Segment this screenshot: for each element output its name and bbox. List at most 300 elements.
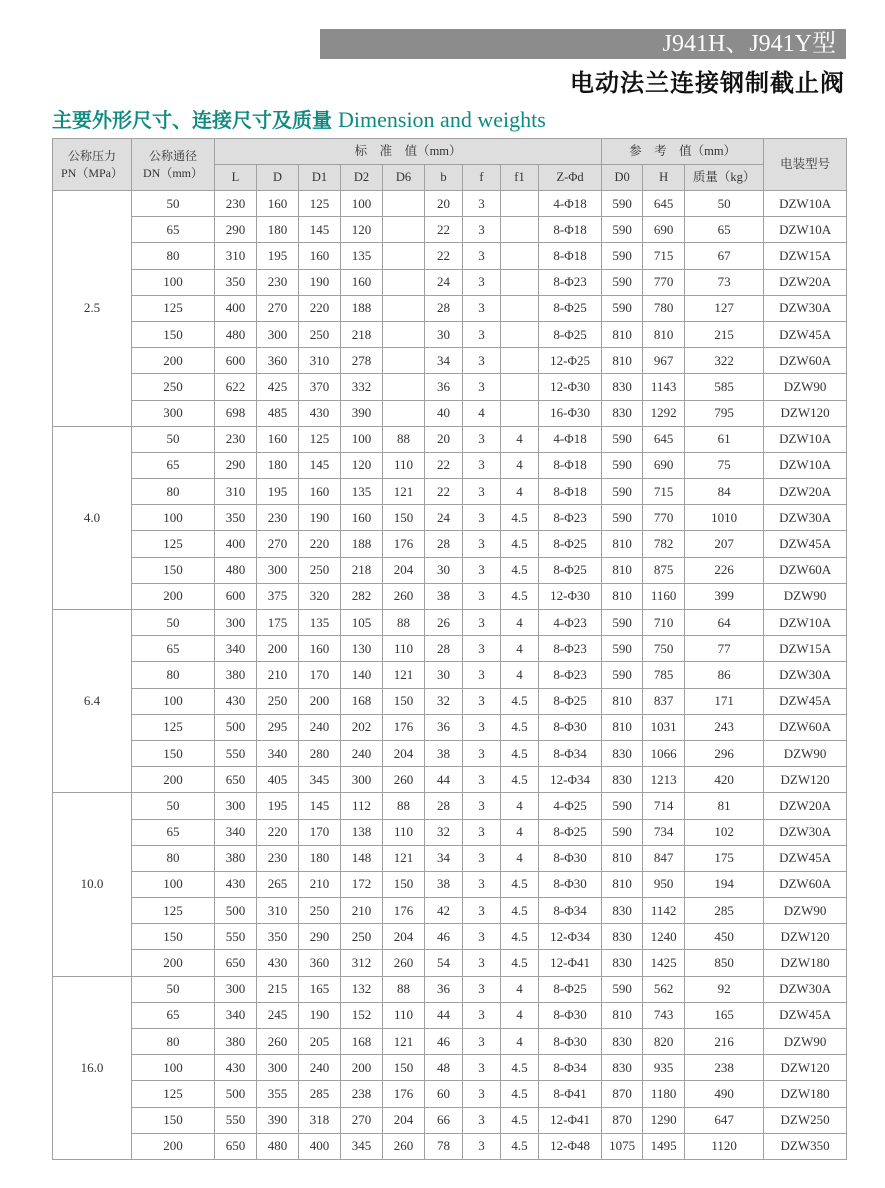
table-row: [53, 610, 847, 636]
table-cell: 40: [425, 400, 463, 426]
table-cell: 20: [425, 191, 463, 217]
table-cell: 3: [463, 610, 501, 636]
table-row: [53, 426, 847, 452]
header-dn-en: DN（mm）: [142, 165, 203, 180]
table-cell: 100: [341, 191, 383, 217]
table-cell: 130: [341, 636, 383, 662]
table-cell: 28: [425, 531, 463, 557]
table-cell: 220: [257, 819, 299, 845]
table-row: [53, 1055, 847, 1081]
table-cell: 250: [341, 924, 383, 950]
table-cell: 715: [643, 243, 685, 269]
table-cell: 400: [299, 1133, 341, 1159]
table-cell: 8-Φ30: [539, 1029, 602, 1055]
table-cell: 300: [257, 1055, 299, 1081]
table-cell: 138: [341, 819, 383, 845]
table-cell: 420: [685, 767, 764, 793]
column-header: f: [463, 165, 501, 191]
table-cell: 550: [215, 740, 257, 766]
table-cell: 830: [602, 1055, 643, 1081]
table-cell: 200: [257, 636, 299, 662]
dn-cell: 125: [132, 531, 215, 557]
table-cell: 8-Φ25: [539, 321, 602, 347]
table-cell: 714: [643, 793, 685, 819]
table-cell: 650: [215, 1133, 257, 1159]
table-cell: 3: [463, 950, 501, 976]
table-cell: 310: [299, 348, 341, 374]
table-row: [53, 321, 847, 347]
table-row: [53, 1002, 847, 1028]
table-cell: DZW30A: [764, 819, 847, 845]
table-cell: 645: [643, 426, 685, 452]
table-cell: 300: [341, 767, 383, 793]
table-cell: 3: [463, 740, 501, 766]
table-cell: 600: [215, 348, 257, 374]
table-cell: 380: [215, 845, 257, 871]
table-cell: 4-Φ18: [539, 426, 602, 452]
table-cell: 20: [425, 426, 463, 452]
dn-cell: 80: [132, 1029, 215, 1055]
table-cell: 176: [383, 898, 425, 924]
table-cell: 66: [425, 1107, 463, 1133]
table-cell: [383, 217, 425, 243]
table-cell: 220: [299, 295, 341, 321]
table-cell: 3: [463, 295, 501, 321]
table-cell: 3: [463, 321, 501, 347]
table-cell: 4.5: [501, 531, 539, 557]
table-cell: 260: [383, 950, 425, 976]
table-cell: 810: [602, 557, 643, 583]
table-row: [53, 924, 847, 950]
table-row: [53, 479, 847, 505]
table-cell: 160: [257, 191, 299, 217]
table-row: [53, 191, 847, 217]
table-cell: [501, 243, 539, 269]
table-cell: [383, 243, 425, 269]
table-cell: 3: [463, 845, 501, 871]
table-cell: 190: [299, 269, 341, 295]
table-cell: 4: [501, 793, 539, 819]
table-cell: 78: [425, 1133, 463, 1159]
table-cell: 485: [257, 400, 299, 426]
column-header: H: [643, 165, 685, 191]
table-cell: 590: [602, 610, 643, 636]
table-cell: 810: [602, 348, 643, 374]
table-cell: 8-Φ34: [539, 740, 602, 766]
table-cell: 285: [299, 1081, 341, 1107]
dn-cell: 80: [132, 845, 215, 871]
table-cell: 650: [215, 767, 257, 793]
table-cell: 175: [685, 845, 764, 871]
table-cell: DZW30A: [764, 662, 847, 688]
table-cell: DZW10A: [764, 426, 847, 452]
table-cell: 24: [425, 505, 463, 531]
table-cell: 190: [299, 1002, 341, 1028]
table-cell: DZW45A: [764, 688, 847, 714]
table-cell: 830: [602, 950, 643, 976]
table-cell: 88: [383, 793, 425, 819]
table-cell: 830: [602, 400, 643, 426]
table-cell: [383, 321, 425, 347]
table-cell: 92: [685, 976, 764, 1002]
table-cell: 180: [257, 452, 299, 478]
table-cell: 340: [215, 1002, 257, 1028]
table-row: [53, 217, 847, 243]
table-cell: 647: [685, 1107, 764, 1133]
table-cell: 300: [215, 793, 257, 819]
table-cell: 160: [341, 505, 383, 531]
table-cell: DZW90: [764, 583, 847, 609]
dn-cell: 150: [132, 557, 215, 583]
table-cell: 12-Φ30: [539, 583, 602, 609]
dn-cell: 200: [132, 583, 215, 609]
table-row: [53, 400, 847, 426]
table-cell: 88: [383, 976, 425, 1002]
table-cell: 4.5: [501, 1081, 539, 1107]
table-cell: 4.5: [501, 767, 539, 793]
table-cell: 3: [463, 426, 501, 452]
table-cell: 180: [299, 845, 341, 871]
table-cell: 135: [299, 610, 341, 636]
table-cell: 4.5: [501, 950, 539, 976]
table-cell: 34: [425, 845, 463, 871]
table-cell: 110: [383, 819, 425, 845]
table-cell: 207: [685, 531, 764, 557]
table-cell: 24: [425, 269, 463, 295]
table-cell: 8-Φ25: [539, 688, 602, 714]
table-cell: 3: [463, 1133, 501, 1159]
table-cell: 230: [257, 845, 299, 871]
table-cell: 121: [383, 1029, 425, 1055]
table-cell: 245: [257, 1002, 299, 1028]
table-cell: 750: [643, 636, 685, 662]
dn-cell: 250: [132, 374, 215, 400]
table-cell: 296: [685, 740, 764, 766]
table-cell: 350: [215, 505, 257, 531]
table-cell: 810: [602, 583, 643, 609]
table-cell: 490: [685, 1081, 764, 1107]
table-cell: DZW120: [764, 1055, 847, 1081]
table-cell: 3: [463, 217, 501, 243]
table-cell: 125: [299, 426, 341, 452]
dn-cell: 65: [132, 819, 215, 845]
table-cell: 318: [299, 1107, 341, 1133]
table-cell: 332: [341, 374, 383, 400]
table-cell: 77: [685, 636, 764, 662]
table-cell: 550: [215, 924, 257, 950]
table-cell: 4.5: [501, 688, 539, 714]
table-cell: 22: [425, 217, 463, 243]
table-cell: 3: [463, 531, 501, 557]
table-cell: 590: [602, 662, 643, 688]
table-cell: 8-Φ18: [539, 243, 602, 269]
table-cell: 216: [685, 1029, 764, 1055]
table-cell: 44: [425, 1002, 463, 1028]
table-cell: 170: [299, 662, 341, 688]
table-cell: 4: [501, 636, 539, 662]
table-cell: 120: [341, 452, 383, 478]
table-cell: 132: [341, 976, 383, 1002]
table-cell: 590: [602, 976, 643, 1002]
table-cell: 590: [602, 295, 643, 321]
table-cell: 238: [341, 1081, 383, 1107]
table-cell: 950: [643, 871, 685, 897]
table-cell: 4.5: [501, 583, 539, 609]
table-cell: 160: [257, 426, 299, 452]
dn-cell: 125: [132, 714, 215, 740]
table-cell: 1066: [643, 740, 685, 766]
table-cell: 400: [215, 295, 257, 321]
table-cell: 150: [383, 871, 425, 897]
table-cell: [501, 269, 539, 295]
table-cell: 820: [643, 1029, 685, 1055]
dn-cell: 80: [132, 662, 215, 688]
table-cell: 710: [643, 610, 685, 636]
table-cell: 340: [215, 636, 257, 662]
table-cell: 562: [643, 976, 685, 1002]
table-cell: 176: [383, 1081, 425, 1107]
dn-cell: 65: [132, 1002, 215, 1028]
table-cell: 32: [425, 688, 463, 714]
table-cell: 260: [383, 583, 425, 609]
table-body: [53, 191, 847, 1160]
table-cell: [501, 321, 539, 347]
table-cell: 590: [602, 505, 643, 531]
table-cell: 1142: [643, 898, 685, 924]
table-cell: 3: [463, 348, 501, 374]
table-cell: 300: [257, 321, 299, 347]
table-cell: DZW20A: [764, 479, 847, 505]
table-cell: 28: [425, 793, 463, 819]
table-cell: 312: [341, 950, 383, 976]
table-cell: 690: [643, 452, 685, 478]
table-cell: DZW15A: [764, 636, 847, 662]
table-cell: 240: [299, 1055, 341, 1081]
table-cell: 405: [257, 767, 299, 793]
table-cell: 590: [602, 191, 643, 217]
table-cell: 3: [463, 662, 501, 688]
table-cell: [501, 374, 539, 400]
table-cell: 590: [602, 243, 643, 269]
table-cell: 34: [425, 348, 463, 374]
table-cell: 210: [257, 662, 299, 688]
table-cell: 390: [257, 1107, 299, 1133]
table-cell: 585: [685, 374, 764, 400]
table-cell: DZW90: [764, 1029, 847, 1055]
table-cell: 870: [602, 1081, 643, 1107]
table-cell: 400: [215, 531, 257, 557]
table-cell: 218: [341, 321, 383, 347]
table-cell: 3: [463, 479, 501, 505]
table-cell: 105: [341, 610, 383, 636]
table-cell: 204: [383, 557, 425, 583]
table-cell: 150: [383, 1055, 425, 1081]
table-cell: 770: [643, 505, 685, 531]
table-cell: 310: [257, 898, 299, 924]
table-cell: 4.5: [501, 1055, 539, 1081]
table-cell: 3: [463, 269, 501, 295]
table-cell: 60: [425, 1081, 463, 1107]
table-cell: 770: [643, 269, 685, 295]
table-cell: 67: [685, 243, 764, 269]
table-cell: 250: [299, 898, 341, 924]
table-cell: 260: [383, 1133, 425, 1159]
table-cell: 4.5: [501, 714, 539, 740]
table-cell: 36: [425, 976, 463, 1002]
dn-cell: 80: [132, 479, 215, 505]
table-cell: 270: [257, 295, 299, 321]
table-cell: 54: [425, 950, 463, 976]
table-cell: 240: [299, 714, 341, 740]
table-row: [53, 898, 847, 924]
dn-cell: 200: [132, 348, 215, 374]
table-cell: [501, 191, 539, 217]
table-cell: 4.5: [501, 898, 539, 924]
dn-cell: 125: [132, 898, 215, 924]
table-cell: 88: [383, 610, 425, 636]
table-cell: 84: [685, 479, 764, 505]
table-row: [53, 636, 847, 662]
table-row: [53, 1133, 847, 1159]
table-cell: 12-Φ41: [539, 950, 602, 976]
table-row: [53, 819, 847, 845]
table-cell: DZW45A: [764, 531, 847, 557]
table-row: [53, 845, 847, 871]
table-cell: DZW30A: [764, 505, 847, 531]
table-cell: 4.5: [501, 924, 539, 950]
table-cell: 160: [341, 269, 383, 295]
table-cell: 145: [299, 217, 341, 243]
table-cell: 1240: [643, 924, 685, 950]
table-cell: 135: [341, 479, 383, 505]
table-cell: 1010: [685, 505, 764, 531]
table-row: [53, 531, 847, 557]
table-cell: 4-Φ18: [539, 191, 602, 217]
table-cell: 278: [341, 348, 383, 374]
table-cell: [383, 374, 425, 400]
table-cell: DZW10A: [764, 191, 847, 217]
table-cell: 830: [602, 898, 643, 924]
table-cell: 110: [383, 1002, 425, 1028]
table-cell: 1495: [643, 1133, 685, 1159]
table-cell: 73: [685, 269, 764, 295]
table-cell: 8-Φ18: [539, 217, 602, 243]
table-cell: 28: [425, 295, 463, 321]
table-cell: 48: [425, 1055, 463, 1081]
table-cell: 320: [299, 583, 341, 609]
table-cell: 4: [501, 976, 539, 1002]
table-cell: 8-Φ34: [539, 898, 602, 924]
table-cell: 4.5: [501, 1107, 539, 1133]
table-cell: 285: [685, 898, 764, 924]
table-row: [53, 688, 847, 714]
table-cell: 300: [215, 976, 257, 1002]
table-cell: 127: [685, 295, 764, 321]
pressure-cell: 2.5: [53, 191, 132, 427]
header-pn-en: PN（MPa）: [60, 165, 123, 180]
table-cell: 145: [299, 452, 341, 478]
table-cell: 168: [341, 688, 383, 714]
table-cell: 165: [685, 1002, 764, 1028]
table-cell: 112: [341, 793, 383, 819]
table-cell: 26: [425, 610, 463, 636]
table-cell: 600: [215, 583, 257, 609]
table-cell: 480: [257, 1133, 299, 1159]
table-cell: DZW60A: [764, 714, 847, 740]
table-cell: 4.5: [501, 740, 539, 766]
table-cell: 3: [463, 924, 501, 950]
table-row: [53, 793, 847, 819]
table-cell: 4.5: [501, 1133, 539, 1159]
table-cell: 110: [383, 452, 425, 478]
table-cell: 204: [383, 740, 425, 766]
table-row: [53, 1029, 847, 1055]
table-cell: 3: [463, 767, 501, 793]
table-cell: [501, 295, 539, 321]
table-row: [53, 767, 847, 793]
table-cell: 4: [501, 452, 539, 478]
dn-cell: 65: [132, 452, 215, 478]
table-cell: 230: [257, 505, 299, 531]
table-cell: 4: [501, 1002, 539, 1028]
table-cell: 12-Φ34: [539, 767, 602, 793]
table-cell: 22: [425, 479, 463, 505]
table-cell: 30: [425, 321, 463, 347]
table-cell: 590: [602, 426, 643, 452]
table-cell: 64: [685, 610, 764, 636]
table-cell: [383, 269, 425, 295]
table-cell: 380: [215, 662, 257, 688]
table-cell: 22: [425, 243, 463, 269]
table-cell: 121: [383, 845, 425, 871]
dn-cell: 100: [132, 1055, 215, 1081]
table-cell: 36: [425, 374, 463, 400]
table-cell: 310: [215, 243, 257, 269]
table-cell: 160: [299, 636, 341, 662]
table-cell: 430: [215, 1055, 257, 1081]
table-cell: 360: [299, 950, 341, 976]
table-cell: 810: [602, 714, 643, 740]
table-row: [53, 740, 847, 766]
table-cell: 300: [257, 557, 299, 583]
product-title: 电动法兰连接钢制截止阀: [570, 69, 845, 97]
table-cell: 215: [685, 321, 764, 347]
table-cell: 850: [685, 950, 764, 976]
table-cell: [501, 348, 539, 374]
table-cell: DZW120: [764, 924, 847, 950]
dn-cell: 100: [132, 505, 215, 531]
dn-cell: 50: [132, 793, 215, 819]
table-cell: 152: [341, 1002, 383, 1028]
table-cell: 170: [299, 819, 341, 845]
dn-cell: 50: [132, 191, 215, 217]
table-cell: 8-Φ25: [539, 819, 602, 845]
table-cell: 782: [643, 531, 685, 557]
table-cell: 121: [383, 662, 425, 688]
table-cell: 322: [685, 348, 764, 374]
table-cell: 38: [425, 583, 463, 609]
table-cell: 12-Φ34: [539, 924, 602, 950]
table-cell: 4: [463, 400, 501, 426]
table-row: [53, 374, 847, 400]
table-cell: 240: [341, 740, 383, 766]
table-row: [53, 1081, 847, 1107]
dn-cell: 65: [132, 217, 215, 243]
table-cell: 8-Φ25: [539, 295, 602, 321]
table-cell: 238: [685, 1055, 764, 1081]
table-cell: [383, 191, 425, 217]
dn-cell: 150: [132, 924, 215, 950]
